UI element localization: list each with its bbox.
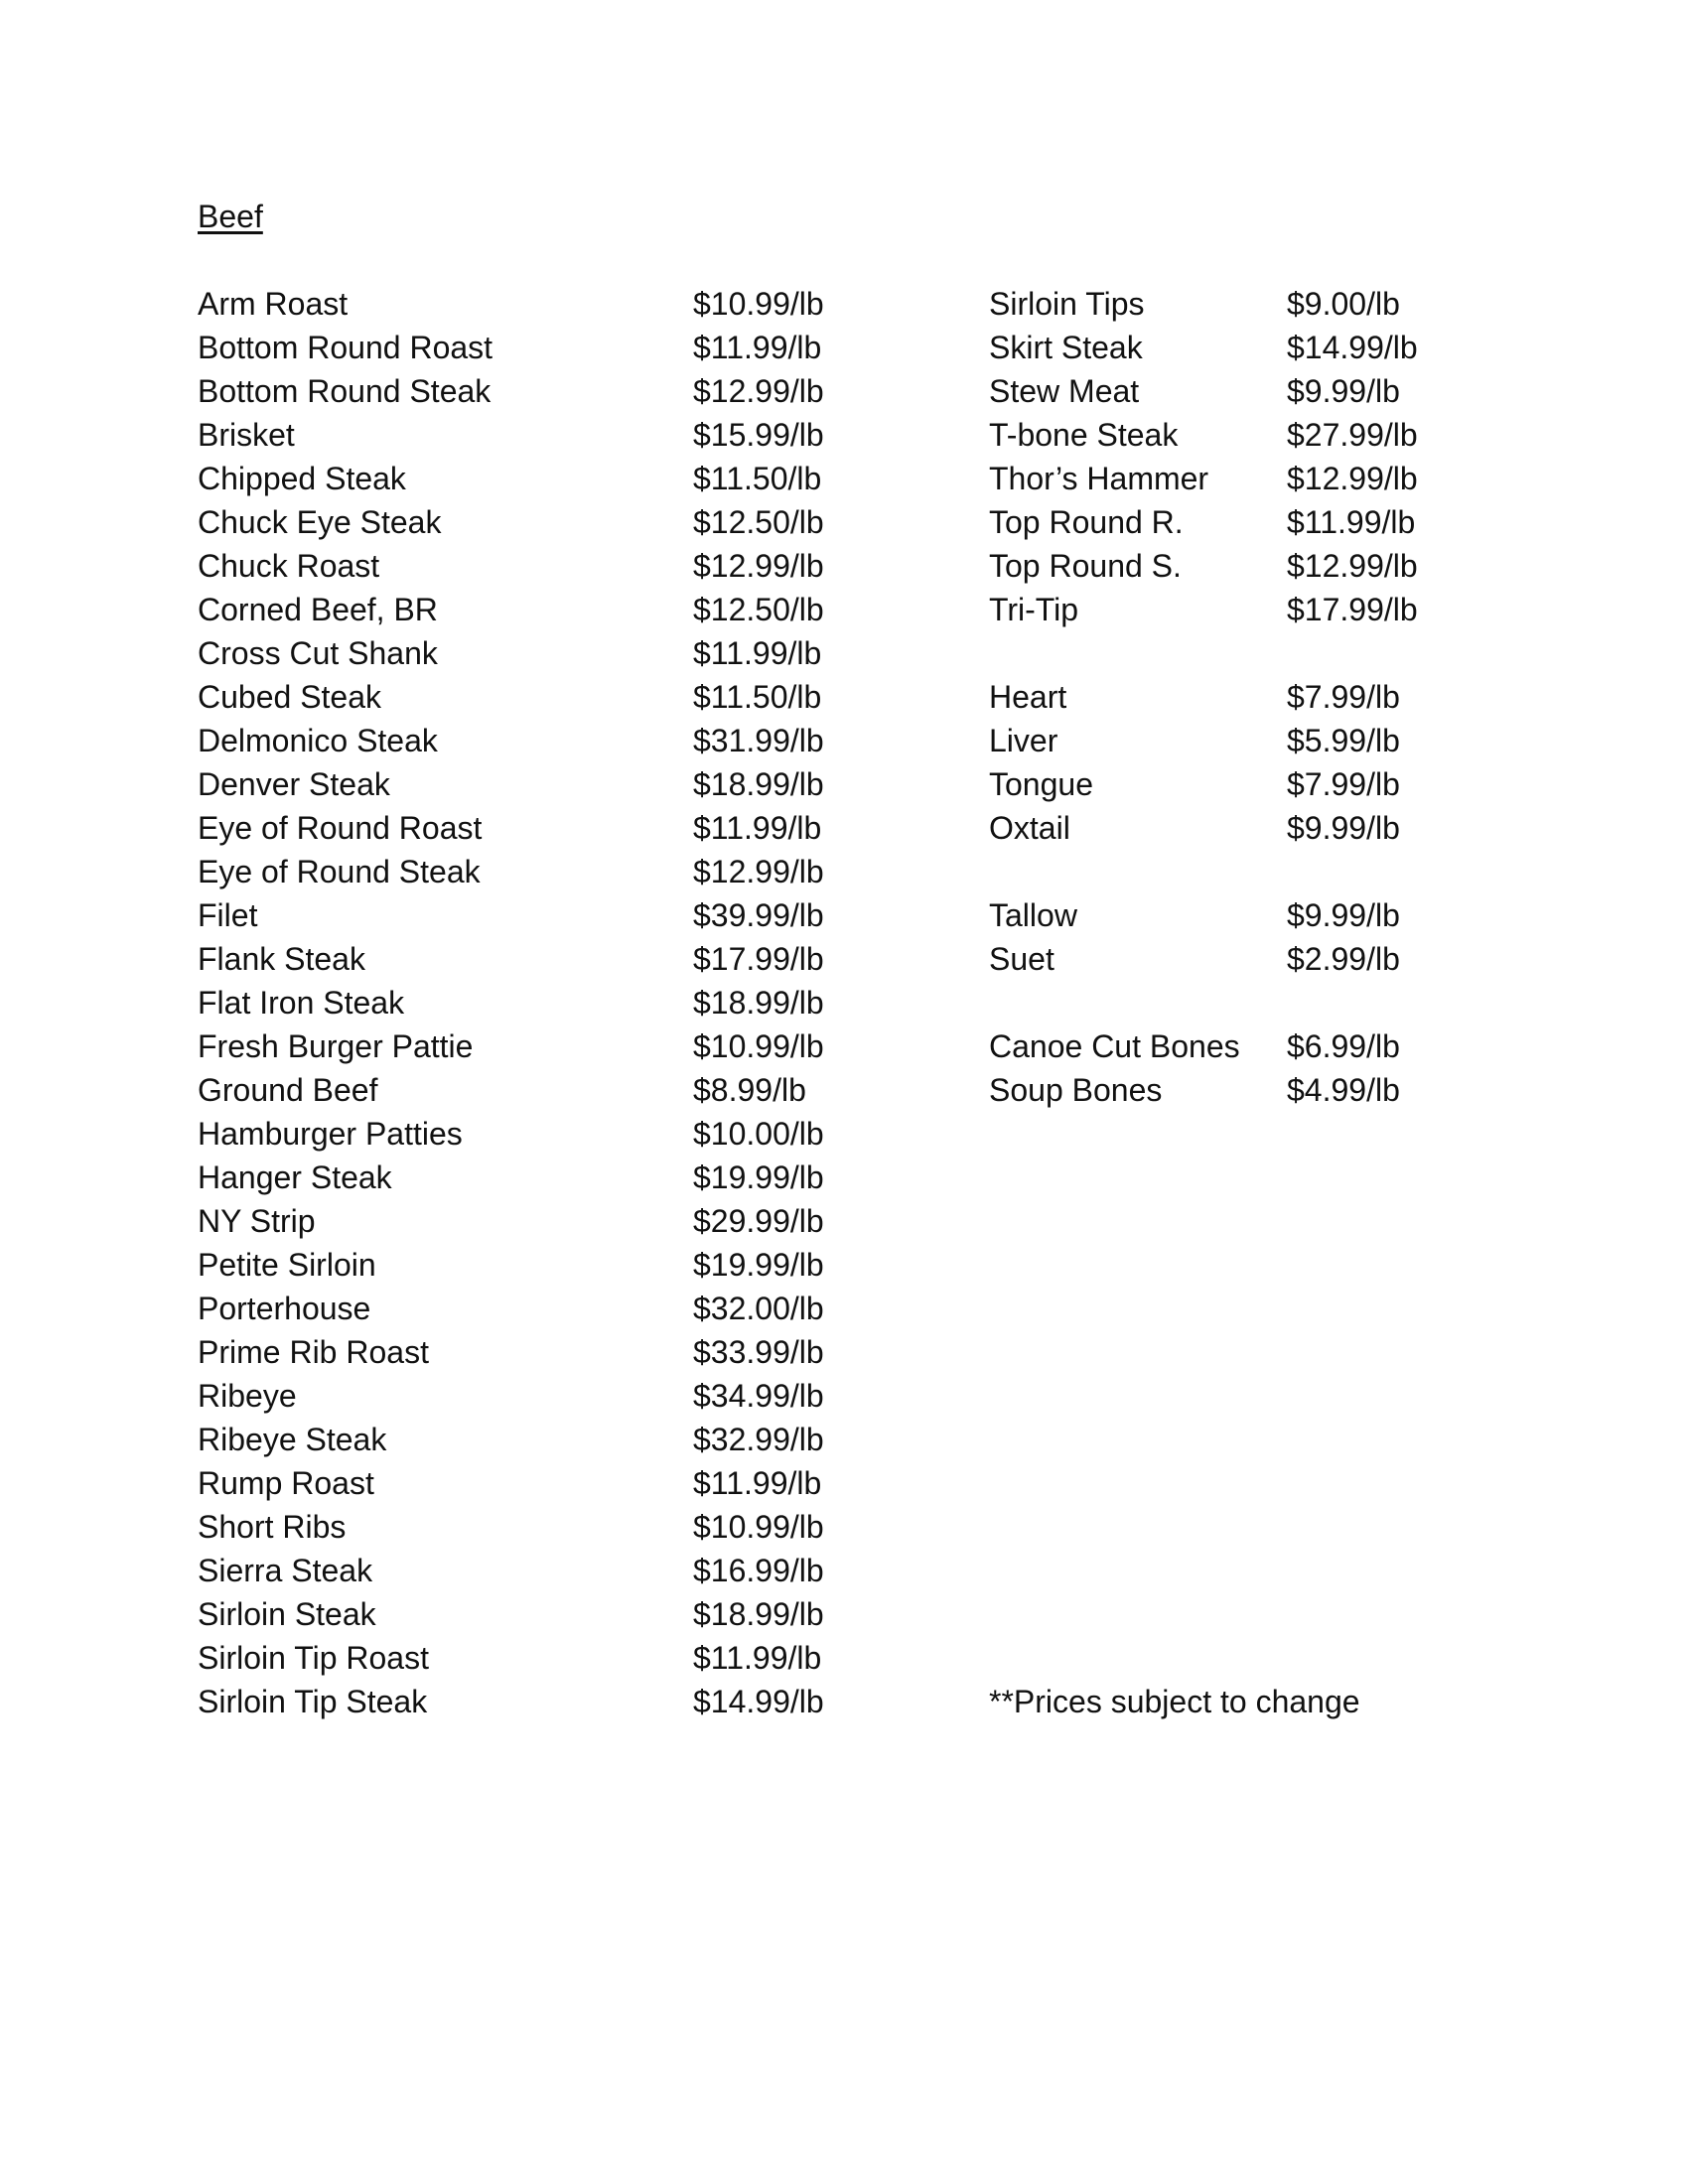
price-row: [989, 675, 1485, 719]
item-name: Eye of Round Roast: [198, 810, 483, 846]
item-name: Hanger Steak: [198, 1160, 392, 1195]
price-row: [198, 1592, 853, 1636]
price-row: [989, 1068, 1485, 1112]
item-name: Denver Steak: [198, 766, 390, 802]
price-row: [198, 806, 853, 850]
price-row: [989, 544, 1485, 588]
price-row: [989, 937, 1485, 981]
item-price: $4.99/lb: [1287, 1072, 1400, 1108]
item-price: $2.99/lb: [1287, 941, 1400, 977]
price-row: [198, 937, 853, 981]
item-price: $10.99/lb: [693, 1509, 824, 1545]
left-price-column: [198, 282, 853, 1723]
item-name: Tallow: [989, 897, 1077, 933]
price-row: [198, 1374, 853, 1418]
price-row: [198, 1636, 853, 1680]
item-price: $34.99/lb: [693, 1378, 824, 1414]
item-price: $14.99/lb: [1287, 330, 1418, 365]
price-row: [198, 1418, 853, 1461]
price-row: [198, 1156, 853, 1199]
item-price: $33.99/lb: [693, 1334, 824, 1370]
item-price: $10.00/lb: [693, 1116, 824, 1152]
item-price: $18.99/lb: [693, 985, 824, 1021]
item-price: $7.99/lb: [1287, 679, 1400, 715]
item-name: Bottom Round Roast: [198, 330, 493, 365]
price-row: [989, 1024, 1485, 1068]
item-price: $12.99/lb: [693, 373, 824, 409]
item-name: Hamburger Patties: [198, 1116, 463, 1152]
item-name: Skirt Steak: [989, 330, 1143, 365]
item-price: $10.99/lb: [693, 1028, 824, 1064]
price-row: [198, 1243, 853, 1287]
item-price: $12.99/lb: [693, 548, 824, 584]
price-row: [198, 762, 853, 806]
item-name: Tri-Tip: [989, 592, 1079, 627]
item-price: $11.99/lb: [693, 1465, 822, 1501]
item-name: Ribeye: [198, 1378, 297, 1414]
item-name: Thor’s Hammer: [989, 461, 1209, 496]
item-name: Sirloin Tip Steak: [198, 1684, 428, 1719]
item-price: $10.99/lb: [693, 286, 824, 322]
item-name: T-bone Steak: [989, 417, 1179, 453]
item-name: Fresh Burger Pattie: [198, 1028, 474, 1064]
item-name: NY Strip: [198, 1203, 316, 1239]
item-price: $17.99/lb: [693, 941, 824, 977]
item-price: $14.99/lb: [693, 1684, 824, 1719]
price-row: [989, 719, 1485, 762]
price-row: [989, 500, 1485, 544]
item-name: Porterhouse: [198, 1291, 371, 1326]
item-price: $9.99/lb: [1287, 897, 1400, 933]
item-price: $15.99/lb: [693, 417, 824, 453]
price-row: [198, 1330, 853, 1374]
item-name: Short Ribs: [198, 1509, 347, 1545]
item-price: $12.50/lb: [693, 592, 824, 627]
price-row: [198, 326, 853, 369]
item-price: $12.99/lb: [1287, 548, 1418, 584]
item-name: Rump Roast: [198, 1465, 374, 1501]
item-price: $5.99/lb: [1287, 723, 1400, 758]
price-row: [198, 1549, 853, 1592]
item-name: Brisket: [198, 417, 295, 453]
item-name: Cubed Steak: [198, 679, 382, 715]
item-price: $27.99/lb: [1287, 417, 1418, 453]
item-price: $32.00/lb: [693, 1291, 824, 1326]
item-name: Delmonico Steak: [198, 723, 438, 758]
item-name: Corned Beef, BR: [198, 592, 438, 627]
price-row: [989, 588, 1485, 631]
price-row: [989, 806, 1485, 850]
item-name: Sirloin Tip Roast: [198, 1640, 429, 1676]
price-row: [198, 1680, 853, 1723]
price-row: [989, 850, 1485, 893]
item-name: Flat Iron Steak: [198, 985, 405, 1021]
item-price: $8.99/lb: [693, 1072, 806, 1108]
item-name: Arm Roast: [198, 286, 349, 322]
item-price: $18.99/lb: [693, 1596, 824, 1632]
price-row: [198, 1068, 853, 1112]
item-price: $29.99/lb: [693, 1203, 824, 1239]
item-name: Soup Bones: [989, 1072, 1163, 1108]
price-row: [198, 588, 853, 631]
price-row: [989, 762, 1485, 806]
item-name: Suet: [989, 941, 1055, 977]
price-row: [198, 1505, 853, 1549]
price-row: [198, 893, 853, 937]
price-row: [198, 1199, 853, 1243]
item-price: $11.99/lb: [1287, 504, 1416, 540]
item-name: Eye of Round Steak: [198, 854, 481, 889]
item-price: $19.99/lb: [693, 1247, 824, 1283]
item-price: $16.99/lb: [693, 1553, 824, 1588]
item-name: Sirloin Tips: [989, 286, 1145, 322]
item-price: $12.99/lb: [693, 854, 824, 889]
item-price: $9.00/lb: [1287, 286, 1400, 322]
item-price: $11.99/lb: [693, 810, 822, 846]
item-name: Prime Rib Roast: [198, 1334, 429, 1370]
price-row: [198, 981, 853, 1024]
item-price: $12.50/lb: [693, 504, 824, 540]
price-row: [989, 326, 1485, 369]
item-name: Ground Beef: [198, 1072, 378, 1108]
item-name: Oxtail: [989, 810, 1070, 846]
price-row: [198, 1287, 853, 1330]
item-price: $12.99/lb: [1287, 461, 1418, 496]
price-row: [198, 369, 853, 413]
item-name: Top Round R.: [989, 504, 1184, 540]
item-price: $11.50/lb: [693, 679, 822, 715]
item-name: Heart: [989, 679, 1067, 715]
item-name: Flank Steak: [198, 941, 365, 977]
item-price: $11.99/lb: [693, 1640, 822, 1676]
item-name: Chipped Steak: [198, 461, 406, 496]
price-row: [198, 675, 853, 719]
item-name: Canoe Cut Bones: [989, 1028, 1240, 1064]
item-price: $32.99/lb: [693, 1422, 824, 1457]
item-name: Chuck Roast: [198, 548, 380, 584]
item-price: $19.99/lb: [693, 1160, 824, 1195]
item-price: $17.99/lb: [1287, 592, 1418, 627]
price-row: [198, 1112, 853, 1156]
price-row: [198, 500, 853, 544]
price-footnote: **Prices subject to change: [989, 1684, 1360, 1719]
item-name: Sirloin Steak: [198, 1596, 376, 1632]
item-name: Ribeye Steak: [198, 1422, 387, 1457]
price-row: [198, 1461, 853, 1505]
item-price: $9.99/lb: [1287, 373, 1400, 409]
item-name: Filet: [198, 897, 258, 933]
price-row: [989, 981, 1485, 1024]
price-row: [989, 457, 1485, 500]
price-row: [198, 282, 853, 326]
price-row: [198, 413, 853, 457]
item-name: Chuck Eye Steak: [198, 504, 442, 540]
right-price-column: [989, 282, 1485, 1112]
item-price: $11.99/lb: [693, 330, 822, 365]
item-price: $11.99/lb: [693, 635, 822, 671]
price-row: [989, 413, 1485, 457]
item-name: Liver: [989, 723, 1058, 758]
price-row: [989, 631, 1485, 675]
item-price: $9.99/lb: [1287, 810, 1400, 846]
price-row: [198, 631, 853, 675]
price-row: [198, 544, 853, 588]
item-name: Bottom Round Steak: [198, 373, 492, 409]
section-title: Beef: [198, 199, 263, 234]
price-row: [989, 282, 1485, 326]
price-row: [989, 369, 1485, 413]
price-row: [198, 1024, 853, 1068]
item-price: $31.99/lb: [693, 723, 824, 758]
item-name: Cross Cut Shank: [198, 635, 438, 671]
item-price: $6.99/lb: [1287, 1028, 1400, 1064]
item-name: Sierra Steak: [198, 1553, 373, 1588]
item-name: Top Round S.: [989, 548, 1182, 584]
item-price: $39.99/lb: [693, 897, 824, 933]
price-row: [198, 850, 853, 893]
item-price: $18.99/lb: [693, 766, 824, 802]
item-price: $7.99/lb: [1287, 766, 1400, 802]
item-name: Stew Meat: [989, 373, 1140, 409]
price-row: [198, 457, 853, 500]
item-price: $11.50/lb: [693, 461, 822, 496]
price-row: [198, 719, 853, 762]
item-name: Tongue: [989, 766, 1093, 802]
item-name: Petite Sirloin: [198, 1247, 376, 1283]
price-row: [989, 893, 1485, 937]
